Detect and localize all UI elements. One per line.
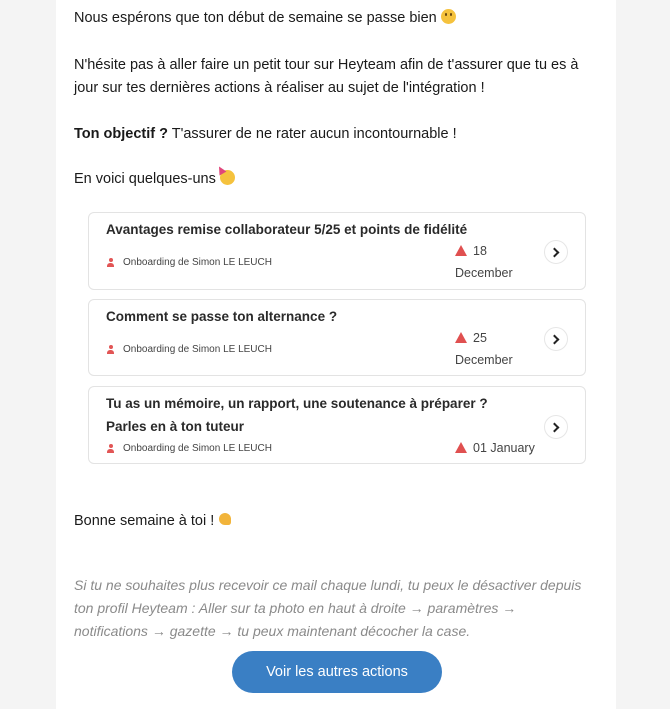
email-body bbox=[56, 0, 616, 709]
action-title: Tu as un mémoire, un rapport, une soutenance à préparer ? Parles en à ton tuteur bbox=[106, 396, 488, 434]
action-title: Comment se passe ton alternance ? bbox=[106, 309, 338, 324]
action-owner bbox=[106, 257, 272, 268]
objective-paragraph bbox=[74, 123, 604, 146]
action-owner-label: Onboarding de Simon LE LEUCH bbox=[123, 443, 272, 454]
action-owner-label: Onboarding de Simon LE LEUCH bbox=[123, 257, 272, 268]
due-month: December bbox=[455, 353, 513, 367]
chevron-right-icon bbox=[550, 422, 560, 432]
person-icon bbox=[106, 258, 115, 267]
action-owner bbox=[106, 443, 272, 454]
unsubscribe-note: Si tu ne souhaites plus recevoir ce mail chaque lundi, tu peux le désactiver depuis ton profil Heyteam : Aller sur ta photo en haut à droite → paramètres → notifications → gazette → tu peux maintenant décocher la case. bbox=[74, 577, 582, 639]
smiling-face-icon bbox=[441, 9, 456, 24]
action-due-date bbox=[455, 240, 513, 284]
objective-label: Ton objectif ? bbox=[74, 126, 168, 142]
open-action-button[interactable] bbox=[544, 415, 568, 439]
action-title: Avantages remise collaborateur 5/25 et points de fidélité bbox=[106, 222, 468, 237]
action-owner bbox=[106, 344, 272, 355]
objective-text: T'assurer de ne rater aucun incontournable ! bbox=[167, 126, 457, 142]
due-day: 25 bbox=[473, 331, 487, 345]
open-action-button[interactable] bbox=[544, 327, 568, 351]
list-intro-text: En voici quelques-uns bbox=[74, 171, 216, 187]
action-card[interactable] bbox=[88, 299, 586, 376]
greeting-text: Nous espérons que ton début de semaine se passe bien bbox=[74, 10, 437, 26]
chevron-right-icon bbox=[550, 247, 560, 257]
action-card[interactable] bbox=[88, 386, 586, 464]
party-face-icon bbox=[220, 170, 235, 185]
person-icon bbox=[106, 444, 115, 453]
due-date: 01 January bbox=[473, 441, 535, 455]
flexed-biceps-icon bbox=[218, 512, 233, 527]
action-owner-label: Onboarding de Simon LE LEUCH bbox=[123, 344, 272, 355]
see-other-actions-button[interactable]: Voir les autres actions bbox=[232, 651, 442, 693]
person-icon bbox=[106, 345, 115, 354]
chevron-right-icon bbox=[550, 334, 560, 344]
closing-paragraph bbox=[74, 510, 604, 533]
action-due-date bbox=[455, 327, 513, 371]
closing-text: Bonne semaine à toi ! bbox=[74, 513, 215, 529]
greeting-paragraph bbox=[74, 7, 604, 30]
open-action-button[interactable] bbox=[544, 240, 568, 264]
reminder-paragraph: N'hésite pas à aller faire un petit tour sur Heyteam afin de t'assurer que tu es à jour sur tes dernières actions à réaliser au sujet de l'intégration ! bbox=[74, 57, 579, 96]
warning-icon bbox=[455, 442, 467, 453]
action-due-date bbox=[455, 437, 535, 459]
due-month: December bbox=[455, 266, 513, 280]
warning-icon bbox=[455, 332, 467, 343]
due-day: 18 bbox=[473, 244, 487, 258]
warning-icon bbox=[455, 245, 467, 256]
action-card[interactable] bbox=[88, 212, 586, 290]
list-intro-paragraph bbox=[74, 168, 604, 191]
